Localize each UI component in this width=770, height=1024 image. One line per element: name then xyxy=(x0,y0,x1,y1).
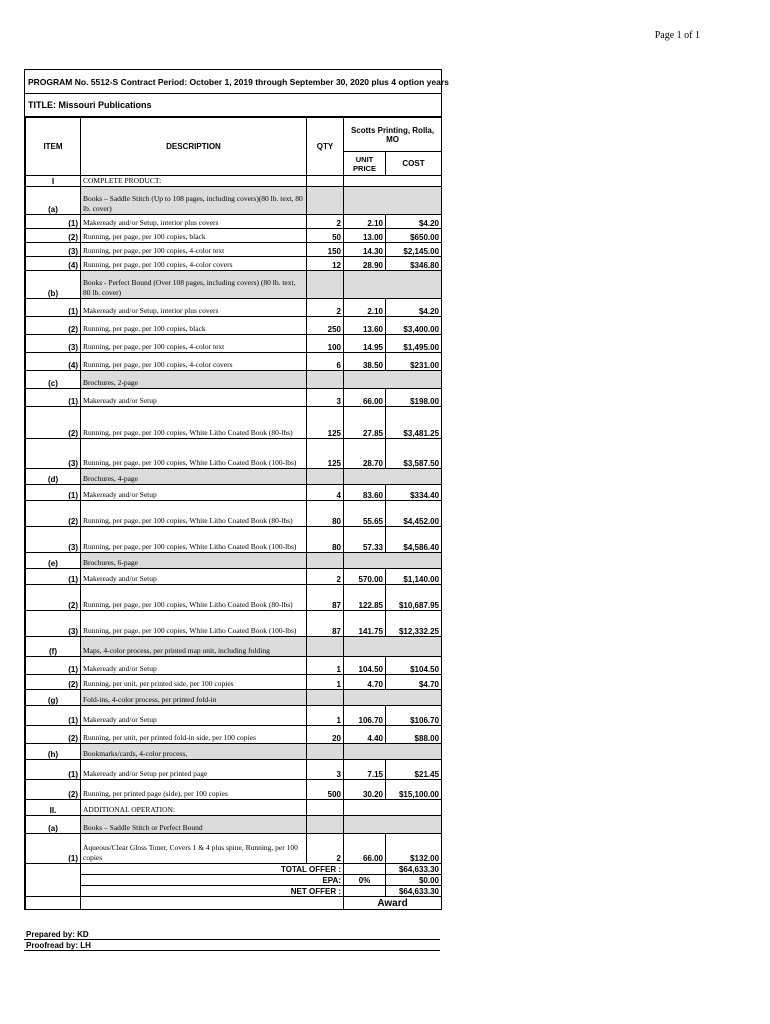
unit-price-cell: 57.33 xyxy=(344,527,386,553)
description-cell: Brochures, 6-page xyxy=(81,553,307,569)
subsection-row xyxy=(26,371,442,389)
description-cell: Makeready and/or Setup per printed page xyxy=(81,760,307,780)
cost-cell: $4,586.40 xyxy=(386,527,442,553)
subsection-row xyxy=(26,744,442,760)
table-row xyxy=(26,657,442,675)
unit-price-cell: 13.60 xyxy=(344,317,386,335)
table-row xyxy=(26,527,442,553)
qty-cell: 50 xyxy=(307,229,344,243)
item-cell: (2) xyxy=(26,501,81,527)
item-cell: (1) xyxy=(26,215,81,229)
item-cell: (2) xyxy=(26,726,81,744)
subsection-row xyxy=(26,271,442,299)
epa-percent: 0% xyxy=(344,875,386,886)
subsection-row xyxy=(26,469,442,485)
item-cell: (1) xyxy=(26,657,81,675)
page-number: Page 1 of 1 xyxy=(654,30,700,41)
item-cell: I xyxy=(26,176,81,187)
qty-cell: 3 xyxy=(307,760,344,780)
description-cell: Running, per unit, per printed side, per 100 copies xyxy=(81,675,307,690)
total-offer-value: $64,633.30 xyxy=(386,864,442,875)
item-header: ITEM xyxy=(26,118,81,176)
cost-cell: $3,400.00 xyxy=(386,317,442,335)
unit-price-cell: 27.85 xyxy=(344,407,386,439)
description-cell: Makeready and/or Setup xyxy=(81,569,307,585)
cost-cell: $4.20 xyxy=(386,215,442,229)
item-cell: (g) xyxy=(26,690,81,706)
unit-price-cell: 83.60 xyxy=(344,485,386,501)
price-cell xyxy=(344,371,442,389)
net-offer-blank xyxy=(344,886,386,897)
description-cell: Running, per page, per 100 copies, White Litho Coated Book (100-lbs) xyxy=(81,527,307,553)
table-row xyxy=(26,501,442,527)
table-row xyxy=(26,335,442,353)
description-cell: Makeready and/or Setup xyxy=(81,485,307,501)
price-cell xyxy=(344,469,442,485)
cost-cell: $88.00 xyxy=(386,726,442,744)
qty-cell: 6 xyxy=(307,353,344,371)
cost-cell: $198.00 xyxy=(386,389,442,407)
qty-cell: 3 xyxy=(307,389,344,407)
item-cell: (2) xyxy=(26,780,81,800)
award-spacer xyxy=(26,897,81,910)
table-row xyxy=(26,317,442,335)
item-cell: (c) xyxy=(26,371,81,389)
cost-cell: $3,481.25 xyxy=(386,407,442,439)
subsection-row xyxy=(26,816,442,834)
description-cell: Running, per page, per 100 copies, black xyxy=(81,229,307,243)
table-row xyxy=(26,257,442,271)
item-cell: (a) xyxy=(26,187,81,215)
qty-cell: 87 xyxy=(307,611,344,637)
qty-cell xyxy=(307,816,344,834)
qty-cell xyxy=(307,469,344,485)
item-cell: (3) xyxy=(26,439,81,469)
qty-cell xyxy=(307,637,344,657)
unit-price-cell: 7.15 xyxy=(344,760,386,780)
unit-price-cell: 28.70 xyxy=(344,439,386,469)
qty-cell xyxy=(307,187,344,215)
item-cell: (1) xyxy=(26,485,81,501)
description-cell: Makeready and/or Setup xyxy=(81,657,307,675)
description-cell: Running, per page, per 100 copies, 4-color text xyxy=(81,243,307,257)
description-cell: Running, per page, per 100 copies, 4-color covers xyxy=(81,257,307,271)
description-cell: COMPLETE PRODUCT: xyxy=(81,176,307,187)
unit-price-cell: 122.85 xyxy=(344,585,386,611)
cost-header: COST xyxy=(386,152,442,176)
item-cell: (d) xyxy=(26,469,81,485)
table-row xyxy=(26,585,442,611)
title-line: TITLE: Missouri Publications xyxy=(25,94,441,117)
qty-cell: 2 xyxy=(307,215,344,229)
item-cell: (3) xyxy=(26,611,81,637)
qty-cell: 150 xyxy=(307,243,344,257)
qty-cell xyxy=(307,800,344,816)
table-row xyxy=(26,439,442,469)
item-cell: (a) xyxy=(26,816,81,834)
description-cell: Makeready and/or Setup, interior plus covers xyxy=(81,215,307,229)
qty-cell: 20 xyxy=(307,726,344,744)
award-label: Award xyxy=(344,897,442,910)
unit-price-cell: 14.95 xyxy=(344,335,386,353)
cost-cell: $4.70 xyxy=(386,675,442,690)
qty-cell: 2 xyxy=(307,299,344,317)
price-cell xyxy=(344,744,442,760)
qty-cell xyxy=(307,744,344,760)
table-row xyxy=(26,299,442,317)
subsection-row xyxy=(26,690,442,706)
cost-cell: $3,587.50 xyxy=(386,439,442,469)
table-row xyxy=(26,407,442,439)
description-cell: Running, per unit, per printed fold-in side, per 100 copies xyxy=(81,726,307,744)
price-cell xyxy=(344,271,442,299)
table-row xyxy=(26,353,442,371)
cost-cell: $106.70 xyxy=(386,706,442,726)
qty-cell: 80 xyxy=(307,527,344,553)
cost-cell: $2,145.00 xyxy=(386,243,442,257)
unit-price-cell: 14.30 xyxy=(344,243,386,257)
description-cell: Makeready and/or Setup xyxy=(81,389,307,407)
prepared-by: Prepared by: KD xyxy=(24,929,440,940)
cost-cell: $4,452.00 xyxy=(386,501,442,527)
qty-cell: 87 xyxy=(307,585,344,611)
item-cell: (2) xyxy=(26,585,81,611)
cost-cell: $346.80 xyxy=(386,257,442,271)
qty-cell xyxy=(307,371,344,389)
description-cell: Maps, 4-color process, per printed map unit, including folding xyxy=(81,637,307,657)
table-row xyxy=(26,611,442,637)
price-cell xyxy=(344,176,442,187)
item-cell: (4) xyxy=(26,257,81,271)
qty-cell: 2 xyxy=(307,569,344,585)
unit-price-cell: 30.20 xyxy=(344,780,386,800)
item-cell: (3) xyxy=(26,243,81,257)
table-row xyxy=(26,706,442,726)
table-row xyxy=(26,780,442,800)
price-cell xyxy=(344,553,442,569)
subsection-row xyxy=(26,187,442,215)
unit-price-cell: 570.00 xyxy=(344,569,386,585)
unit-price-cell: 2.10 xyxy=(344,299,386,317)
item-cell: (1) xyxy=(26,569,81,585)
qty-cell: 500 xyxy=(307,780,344,800)
qty-cell: 100 xyxy=(307,335,344,353)
unit-price-cell: 106.70 xyxy=(344,706,386,726)
price-cell xyxy=(344,800,442,816)
table-row xyxy=(26,834,442,864)
qty-cell: 125 xyxy=(307,439,344,469)
description-cell: ADDITIONAL OPERATION: xyxy=(81,800,307,816)
item-cell: (b) xyxy=(26,271,81,299)
program-line: PROGRAM No. 5512-S Contract Period: October 1, 2019 through September 30, 2020 plus 4 option years xyxy=(25,70,441,94)
unit-price-cell: 4.70 xyxy=(344,675,386,690)
item-cell: (h) xyxy=(26,744,81,760)
item-cell: (1) xyxy=(26,760,81,780)
item-cell: (1) xyxy=(26,389,81,407)
cost-cell: $1,140.00 xyxy=(386,569,442,585)
description-cell: Running, per page, per 100 copies, black xyxy=(81,317,307,335)
description-header: DESCRIPTION xyxy=(81,118,307,176)
qty-cell xyxy=(307,553,344,569)
description-cell: Makeready and/or Setup, interior plus covers xyxy=(81,299,307,317)
table-row xyxy=(26,229,442,243)
unit-price-cell: 38.50 xyxy=(344,353,386,371)
unit-price-cell: 66.00 xyxy=(344,389,386,407)
cost-cell: $1,495.00 xyxy=(386,335,442,353)
description-cell: Bookmarks/cards, 4-color process, xyxy=(81,744,307,760)
description-cell: Running, per page, per 100 copies, White Litho Coated Book (100-lbs) xyxy=(81,439,307,469)
qty-cell xyxy=(307,690,344,706)
item-cell: (e) xyxy=(26,553,81,569)
table-row xyxy=(26,215,442,229)
cost-cell: $4.20 xyxy=(386,299,442,317)
item-cell: II. xyxy=(26,800,81,816)
table-row xyxy=(26,726,442,744)
totals-spacer xyxy=(26,864,81,897)
unit-price-header: UNIT PRICE xyxy=(344,152,386,176)
item-cell: (1) xyxy=(26,834,81,864)
table-row xyxy=(26,675,442,690)
epa-label: EPA: xyxy=(81,875,344,886)
description-cell: Brochures, 4-page xyxy=(81,469,307,485)
item-cell: (2) xyxy=(26,317,81,335)
qty-cell: 4 xyxy=(307,485,344,501)
qty-cell xyxy=(307,176,344,187)
proofread-by: Proofread by: LH xyxy=(24,940,440,951)
unit-price-cell: 66.00 xyxy=(344,834,386,864)
cost-cell: $104.50 xyxy=(386,657,442,675)
subsection-row xyxy=(26,637,442,657)
item-cell: (3) xyxy=(26,527,81,553)
description-cell: Running, per page, per 100 copies, White Litho Coated Book (100-lbs) xyxy=(81,611,307,637)
description-cell: Makeready and/or Setup xyxy=(81,706,307,726)
unit-price-cell: 13.00 xyxy=(344,229,386,243)
item-cell: (1) xyxy=(26,299,81,317)
item-cell: (2) xyxy=(26,407,81,439)
unit-price-cell: 141.75 xyxy=(344,611,386,637)
total-offer-blank xyxy=(344,864,386,875)
award-spacer-2 xyxy=(81,897,344,910)
bid-table xyxy=(25,117,442,910)
qty-cell: 2 xyxy=(307,834,344,864)
description-cell: Running, per printed page (side), per 100 copies xyxy=(81,780,307,800)
item-cell: (3) xyxy=(26,335,81,353)
cost-cell: $132.00 xyxy=(386,834,442,864)
item-cell: (1) xyxy=(26,706,81,726)
qty-header: QTY xyxy=(307,118,344,176)
net-offer-label: NET OFFER : xyxy=(81,886,344,897)
qty-cell: 1 xyxy=(307,675,344,690)
price-cell xyxy=(344,187,442,215)
description-cell: Books – Saddle Stitch (Up to 108 pages, including covers)(80 lb. text, 80 lb. cover) xyxy=(81,187,307,215)
description-cell: Books – Saddle Stitch or Perfect Bound xyxy=(81,816,307,834)
item-cell: (f) xyxy=(26,637,81,657)
qty-cell: 125 xyxy=(307,407,344,439)
description-cell: Books - Perfect Bound (Over 108 pages, including covers) (80 lb. text, 80 lb. cover) xyxy=(81,271,307,299)
cost-cell: $10,687.95 xyxy=(386,585,442,611)
cost-cell: $12,332.25 xyxy=(386,611,442,637)
description-cell: Running, per page, per 100 copies, 4-color covers xyxy=(81,353,307,371)
unit-price-cell: 55.65 xyxy=(344,501,386,527)
qty-cell: 1 xyxy=(307,706,344,726)
epa-value: $0.00 xyxy=(386,875,442,886)
item-cell: (2) xyxy=(26,229,81,243)
bid-abstract-sheet xyxy=(24,69,449,910)
table-row xyxy=(26,243,442,257)
section-row xyxy=(26,800,442,816)
description-cell: Fold-ins, 4-color process, per printed fold-in xyxy=(81,690,307,706)
unit-price-cell: 2.10 xyxy=(344,215,386,229)
cost-cell: $15,100.00 xyxy=(386,780,442,800)
description-cell: Running, per page, per 100 copies, White Litho Coated Book (80-lbs) xyxy=(81,585,307,611)
description-cell: Running, per page, per 100 copies, 4-color text xyxy=(81,335,307,353)
price-cell xyxy=(344,690,442,706)
vendor-header: Scotts Printing, Rolla, MO xyxy=(344,118,442,152)
unit-price-cell: 4.40 xyxy=(344,726,386,744)
qty-cell: 250 xyxy=(307,317,344,335)
cost-cell: $21.45 xyxy=(386,760,442,780)
line-items xyxy=(26,176,442,864)
table-row xyxy=(26,485,442,501)
table-row xyxy=(26,760,442,780)
description-cell: Running, per page, per 100 copies, White Litho Coated Book (80-lbs) xyxy=(81,407,307,439)
table-row xyxy=(26,569,442,585)
item-cell: (4) xyxy=(26,353,81,371)
price-cell xyxy=(344,637,442,657)
cost-cell: $334.40 xyxy=(386,485,442,501)
cost-cell: $231.00 xyxy=(386,353,442,371)
subsection-row xyxy=(26,553,442,569)
table-row xyxy=(26,389,442,407)
qty-cell: 1 xyxy=(307,657,344,675)
item-cell: (2) xyxy=(26,675,81,690)
cost-cell: $650.00 xyxy=(386,229,442,243)
unit-price-cell: 28.90 xyxy=(344,257,386,271)
description-cell: Aqueous/Clear Gloss Toner, Covers 1 & 4 plus spine, Running, per 100 copies xyxy=(81,834,307,864)
total-offer-label: TOTAL OFFER : xyxy=(81,864,344,875)
unit-price-cell: 104.50 xyxy=(344,657,386,675)
description-cell: Brochures, 2-page xyxy=(81,371,307,389)
net-offer-value: $64,633.30 xyxy=(386,886,442,897)
qty-cell: 12 xyxy=(307,257,344,271)
qty-cell xyxy=(307,271,344,299)
section-row xyxy=(26,176,442,187)
price-cell xyxy=(344,816,442,834)
description-cell: Running, per page, per 100 copies, White Litho Coated Book (80-lbs) xyxy=(81,501,307,527)
qty-cell: 80 xyxy=(307,501,344,527)
